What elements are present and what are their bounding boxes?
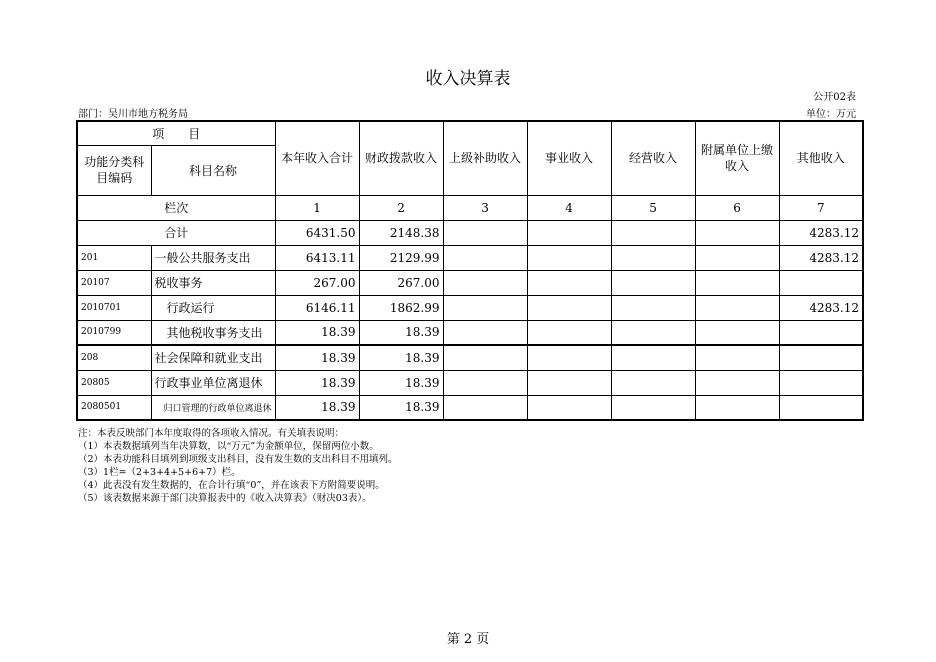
cell-value (527, 370, 611, 395)
business-header: 事业收入 (527, 121, 611, 195)
cell-value: 4283.12 (779, 220, 863, 245)
cell-value (611, 220, 695, 245)
subject-name: 归口管理的行政单位离退休 (151, 395, 275, 420)
table-row (77, 270, 863, 295)
cell-value (443, 245, 527, 270)
cell-value: 6431.50 (275, 220, 359, 245)
subject-code: 201 (77, 245, 151, 270)
column-number: 3 (443, 195, 527, 220)
cell-value (695, 270, 779, 295)
cell-value: 18.39 (275, 370, 359, 395)
cell-value (695, 395, 779, 420)
subject-code: 20805 (77, 370, 151, 395)
cell-value (695, 220, 779, 245)
cell-value (527, 320, 611, 345)
note-line: （4）此表没有发生数据的，在合计行填“0”，并在该表下方附简要说明。 (78, 480, 385, 491)
column-label: 栏次 (77, 195, 275, 220)
column-number: 5 (611, 195, 695, 220)
column-number: 7 (779, 195, 863, 220)
cell-value: 2129.99 (359, 245, 443, 270)
item-header: 项 目 (77, 121, 275, 145)
subject-name: 行政事业单位离退休 (151, 370, 275, 395)
cell-value (779, 320, 863, 345)
cell-value (611, 320, 695, 345)
table-row (77, 395, 863, 420)
func-code-header: 功能分类科目编码 (77, 145, 151, 195)
table-row (77, 345, 863, 370)
cell-value: 18.39 (359, 370, 443, 395)
cell-value: 2148.38 (359, 220, 443, 245)
notes (78, 427, 398, 505)
income-table (76, 120, 864, 421)
cell-value (611, 395, 695, 420)
subject-name-header: 科目名称 (151, 145, 275, 195)
cell-value (779, 270, 863, 295)
subject-code: 2080501 (77, 395, 151, 420)
column-number: 4 (527, 195, 611, 220)
cell-value: 4283.12 (779, 245, 863, 270)
note-line: （1）本表数据填列当年决算数，以“万元”为金额单位，保留两位小数。 (78, 441, 379, 452)
unit-label: 单位：万元 (806, 109, 856, 120)
cell-value: 18.39 (359, 320, 443, 345)
note-line: 注：本表反映部门本年度取得的各项收入情况。有关填表说明： (78, 428, 345, 439)
cell-value: 18.39 (275, 320, 359, 345)
operating-header: 经营收入 (611, 121, 695, 195)
column-number: 2 (359, 195, 443, 220)
form-number: 公开02表 (813, 92, 856, 103)
cell-value (779, 345, 863, 370)
subject-name: 行政运行 (151, 295, 275, 320)
subject-name: 其他税收事务支出 (151, 320, 275, 345)
cell-value (611, 295, 695, 320)
cell-value: 4283.12 (779, 295, 863, 320)
cell-value (695, 320, 779, 345)
column-number: 6 (695, 195, 779, 220)
cell-value (695, 295, 779, 320)
affiliated-header: 附属单位上缴收入 (695, 121, 779, 195)
subject-name: 税收事务 (151, 270, 275, 295)
cell-value (527, 345, 611, 370)
subject-name: 一般公共服务支出 (151, 245, 275, 270)
cell-value (527, 295, 611, 320)
total-row (77, 220, 863, 245)
total-label: 合计 (77, 220, 275, 245)
fiscal-header: 财政拨款收入 (359, 121, 443, 195)
column-number: 1 (275, 195, 359, 220)
table-row (77, 245, 863, 270)
department-label: 部门：吴川市地方税务局 (78, 109, 188, 120)
cell-value: 6146.11 (275, 295, 359, 320)
cell-value (443, 295, 527, 320)
cell-value (443, 395, 527, 420)
cell-value (527, 395, 611, 420)
cell-value (695, 370, 779, 395)
cell-value (443, 320, 527, 345)
subject-code: 208 (77, 345, 151, 370)
note-line: （5）该表数据来源于部门决算报表中的《收入决算表》（财决03表）。 (78, 493, 372, 504)
subject-code: 2010701 (77, 295, 151, 320)
cell-value: 18.39 (359, 395, 443, 420)
cell-value (779, 395, 863, 420)
cell-value (611, 245, 695, 270)
cell-value (611, 345, 695, 370)
cell-value: 18.39 (359, 345, 443, 370)
cell-value (779, 370, 863, 395)
cell-value (443, 370, 527, 395)
cell-value: 6413.11 (275, 245, 359, 270)
subject-code: 2010799 (77, 320, 151, 345)
cell-value (611, 270, 695, 295)
page-title: 收入决算表 (425, 69, 511, 89)
cell-value: 267.00 (275, 270, 359, 295)
cell-value: 18.39 (275, 395, 359, 420)
cell-value: 267.00 (359, 270, 443, 295)
cell-value (527, 270, 611, 295)
subject-name: 社会保障和就业支出 (151, 345, 275, 370)
table-row (77, 320, 863, 345)
note-line: （2）本表功能科目填列到项级支出科目，没有发生数的支出科目不用填列。 (78, 454, 398, 465)
cell-value (695, 245, 779, 270)
table-row (77, 370, 863, 395)
cell-value (443, 270, 527, 295)
cell-value (527, 220, 611, 245)
cell-value (443, 345, 527, 370)
subject-code: 20107 (77, 270, 151, 295)
other-header: 其他收入 (779, 121, 863, 195)
page-number: 第 2 页 (446, 632, 490, 647)
cell-value (695, 345, 779, 370)
table-row (77, 295, 863, 320)
cell-value (443, 220, 527, 245)
cell-value: 1862.99 (359, 295, 443, 320)
total-header: 本年收入合计 (275, 121, 359, 195)
note-line: （3）1栏=（2+3+4+5+6+7）栏。 (78, 467, 241, 478)
cell-value (611, 370, 695, 395)
cell-value: 18.39 (275, 345, 359, 370)
cell-value (527, 245, 611, 270)
superior-header: 上级补助收入 (443, 121, 527, 195)
